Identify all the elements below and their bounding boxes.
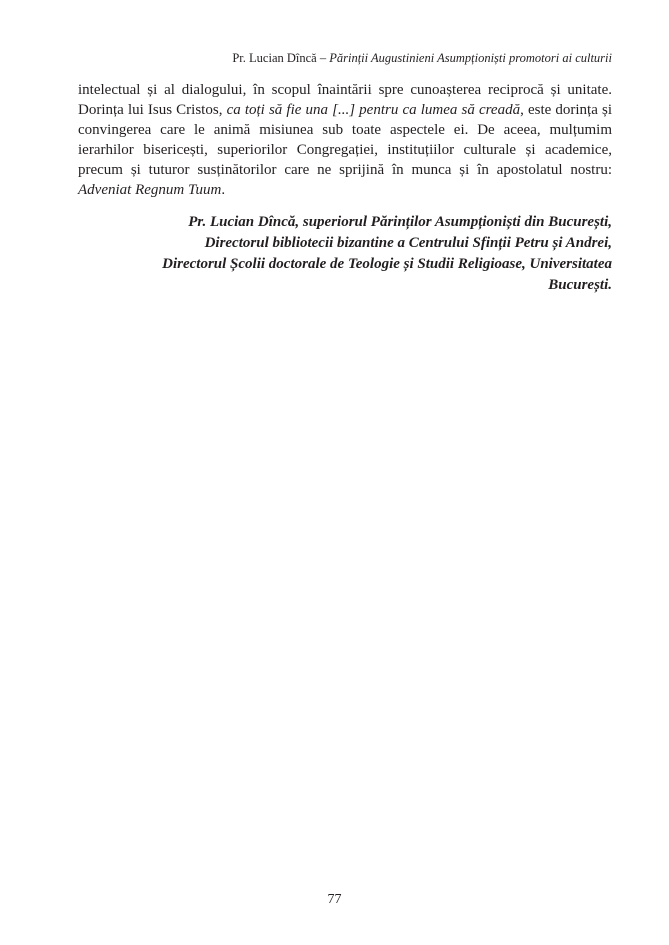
body-motto: Adveniat Regnum Tuum — [78, 182, 222, 198]
body-text-part-1: intelectual și al dialogului, în scopul înaintării spre cunoașterea reciprocă și unitate. Dorința lui Isus Cristos, — [78, 82, 612, 118]
body-quote: ca toți să fie una [...] pentru ca lumea să creadă — [226, 102, 521, 118]
page-number: 77 — [327, 892, 342, 907]
body-text-part-3: . — [221, 182, 226, 198]
signature-line-3: Directorul Școlii doctorale de Teologie și Studii Religioase, Universitatea — [162, 256, 612, 272]
signature-block — [78, 212, 612, 296]
running-header — [80, 50, 612, 66]
header-title: Părinții Augustinieni Asumpționiști promotori ai culturii — [329, 51, 612, 65]
header-separator: – — [316, 51, 330, 65]
body-paragraph — [78, 80, 612, 200]
signature-line-1: Pr. Lucian Dîncă, superiorul Părinților Asumpționiști din București, — [188, 214, 612, 230]
header-author: Pr. Lucian Dîncă — [232, 51, 317, 65]
body-text-part-2: , este dorința și convingerea care le animă misiunea sub toate aspectele ei. De aceea, mulțumim ierarhilor bisericești, superiorilor Congregației, instituțiilor culturale și academice, precum și tuturor susținătorilor care ne sprijină în munca și în apostolatul nostru: — [78, 102, 612, 178]
signature-line-2: Directorul bibliotecii bizantine a Centrului Sfinții Petru și Andrei, — [204, 235, 612, 251]
signature-line-4: București. — [548, 277, 612, 293]
